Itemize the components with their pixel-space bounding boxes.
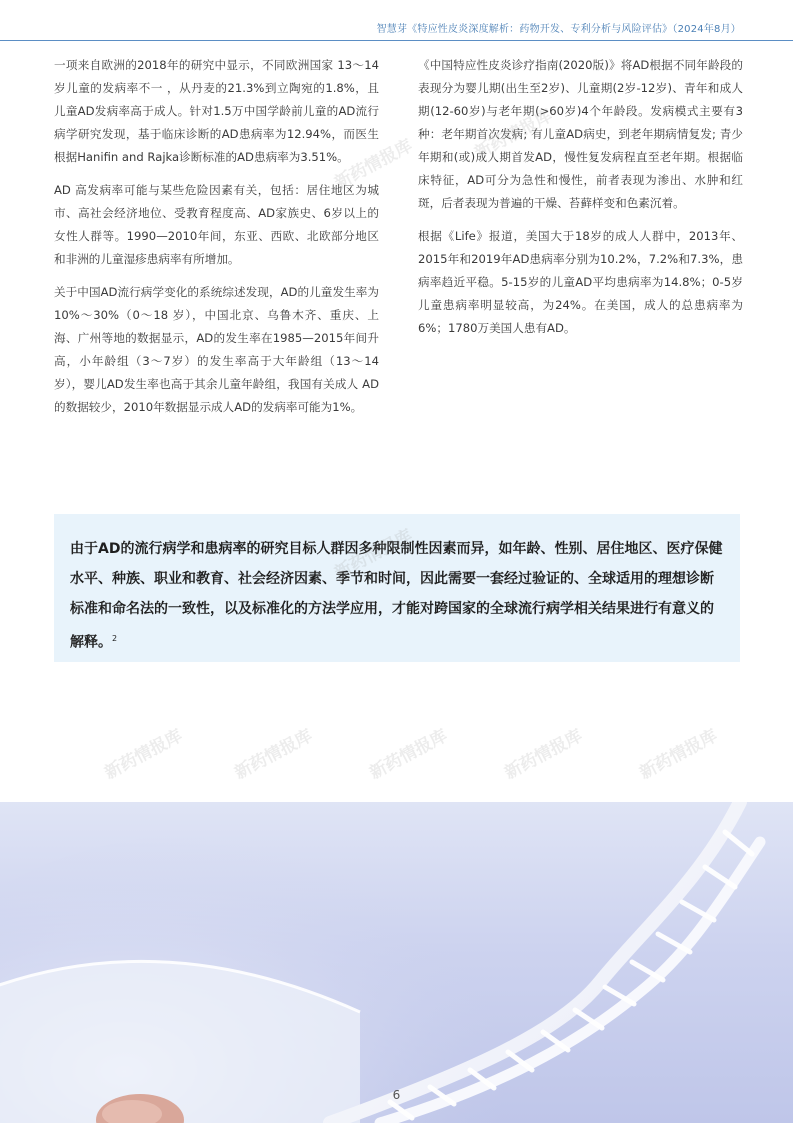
- paragraph: 《中国特应性皮炎诊疗指南(2020版)》将AD根据不同年龄段的表现分为婴儿期(出生至2岁)、儿童期(2岁-12岁)、青年和成人期(12-60岁)与老年期(>60岁)4个年龄段。发病模式主要有3种：老年期首次发病; 有儿童AD病史，到老年期病情复发; 青少年期和(或)成人期首发AD，慢性复发病程直至老年期。根据临床特征，AD可分为急性和慢性，前者表现为渗出、水肿和红斑，后者表现为普遍的干燥、苔藓样变和色素沉着。: [418, 58, 743, 210]
- watermark: 新药情报库: [366, 725, 451, 784]
- running-header: 智慧芽《特应性皮炎深度解析：药物开发、专利分析与风险评估》（2024年8月）: [376, 24, 741, 35]
- left-column: [54, 54, 379, 429]
- watermark: 新药情报库: [636, 725, 721, 784]
- page-number: 6: [392, 1088, 401, 1102]
- paragraph: AD 高发病率可能与某些危险因素有关，包括：居住地区为城市、高社会经济地位、受教育程度高、AD家族史、6岁以上的女性人群等。1990—2010年间，东亚、西欧、北欧部分地区和非洲的儿童湿疹患病率有所增加。: [54, 183, 379, 266]
- watermark: 新药情报库: [471, 105, 556, 164]
- callout-text: [70, 534, 726, 658]
- callout-body: 由于AD的流行病学和患病率的研究目标人群因多种限制性因素而异，如年龄、性别、居住地区、医疗保健水平、种族、职业和教育、社会经济因素、季节和时间，因此需要一套经过验证的、全球适用的理想诊断标准和命名法的一致性，以及标准化的方法学应用，才能对跨国家的全球流行病学相关结果进行有意义的解释。: [70, 541, 723, 651]
- watermark: 新药情报库: [101, 725, 186, 784]
- paragraph: 根据《Life》报道，美国大于18岁的成人人群中，2013年、2015年和2019年AD患病率分别为10.2%，7.2%和7.3%，患病率趋近平稳。5-15岁的儿童AD平均患病率为14.8%；0-5岁儿童患病率明显较高，为24%。在美国，成人的总患病率为6%；1780万美国人患有AD。: [418, 229, 743, 335]
- watermark: 新药情报库: [501, 725, 586, 784]
- header-divider: [0, 40, 793, 41]
- hero-image: [0, 802, 793, 1123]
- footnote-ref: 2: [112, 634, 118, 643]
- dna-illustration: [0, 802, 793, 1123]
- paragraph: 一项来自欧洲的2018年的研究中显示，不同欧洲国家 13～14 岁儿童的发病率不一 ，从丹麦的21.3%到立陶宛的1.8%，且儿童AD发病率高于成人。针对1.5万中国学龄前儿童的AD流行病学研究发现，基于临床诊断的AD患病率为12.94%，而医生根据Hanifin and Rajka诊断标准的AD患病率为3.51%。: [54, 58, 379, 164]
- paragraph: 关于中国AD流行病学变化的系统综述发现，AD的儿童发生率为10%～30%（0～18 岁），中国北京、乌鲁木齐、重庆、上海、广州等地的数据显示，AD的发生率在1985—2015年间升高，小年龄组（3～7岁）的发生率高于大年龄组（13～14岁），婴儿AD发生率也高于其余儿童年龄组，我国有关成人 AD的数据较少，2010年数据显示成人AD的发病率可能为1%。: [54, 285, 379, 414]
- watermark: 新药情报库: [331, 135, 416, 194]
- watermark: 新药情报库: [231, 725, 316, 784]
- right-column: [418, 54, 743, 350]
- callout-box: [54, 514, 740, 662]
